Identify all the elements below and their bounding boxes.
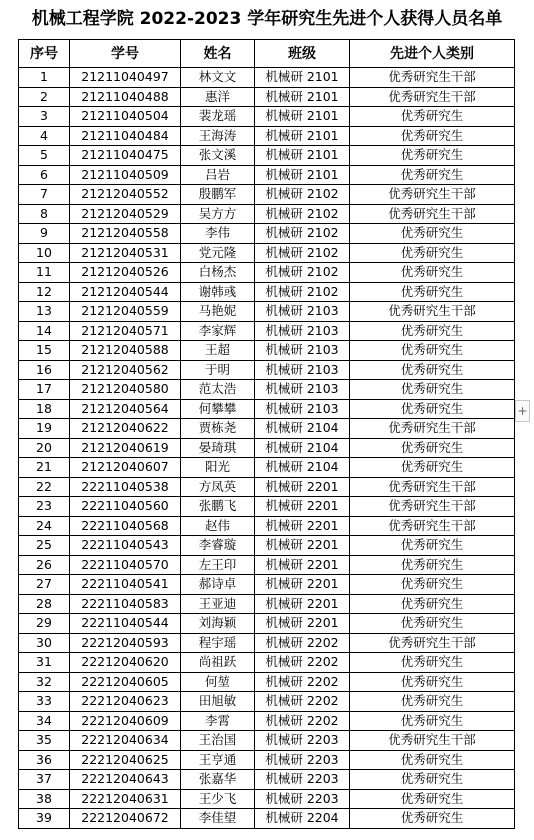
cell-award-category: 优秀研究生 [350, 399, 515, 419]
cell-award-category: 优秀研究生 [350, 555, 515, 575]
cell-student-id: 22212040609 [70, 711, 181, 731]
cell-award-category: 优秀研究生干部 [350, 302, 515, 322]
cell-award-category: 优秀研究生干部 [350, 419, 515, 439]
table-row [19, 360, 515, 380]
cell-award-category: 优秀研究生 [350, 750, 515, 770]
cell-student-id: 22212040623 [70, 692, 181, 712]
cell-name: 李伟 [181, 224, 255, 244]
cell-class: 机械研 2101 [255, 126, 350, 146]
cell-index: 25 [19, 536, 70, 556]
cell-student-id: 21212040622 [70, 419, 181, 439]
cell-index: 14 [19, 321, 70, 341]
cell-class: 机械研 2203 [255, 731, 350, 751]
table-row [19, 165, 515, 185]
cell-award-category: 优秀研究生干部 [350, 516, 515, 536]
cell-award-category: 优秀研究生 [350, 770, 515, 790]
cell-student-id: 21212040531 [70, 243, 181, 263]
cell-student-id: 21212040558 [70, 224, 181, 244]
cell-student-id: 22211040583 [70, 594, 181, 614]
cell-index: 24 [19, 516, 70, 536]
cell-name: 尚祖跃 [181, 653, 255, 673]
cell-class: 机械研 2201 [255, 614, 350, 634]
cell-award-category: 优秀研究生干部 [350, 633, 515, 653]
cell-index: 13 [19, 302, 70, 322]
table-row [19, 380, 515, 400]
cell-name: 王亚迪 [181, 594, 255, 614]
cell-name: 马艳妮 [181, 302, 255, 322]
cell-student-id: 21211040504 [70, 107, 181, 127]
cell-name: 张鹏飞 [181, 497, 255, 517]
cell-name: 郝诗卓 [181, 575, 255, 595]
cell-student-id: 21212040607 [70, 458, 181, 478]
table-row [19, 87, 515, 107]
cell-student-id: 22211040568 [70, 516, 181, 536]
cell-class: 机械研 2201 [255, 536, 350, 556]
cell-student-id: 21212040559 [70, 302, 181, 322]
cell-student-id: 22212040625 [70, 750, 181, 770]
cell-award-category: 优秀研究生 [350, 360, 515, 380]
cell-student-id: 21212040526 [70, 263, 181, 283]
cell-name: 王少飞 [181, 789, 255, 809]
cell-class: 机械研 2202 [255, 672, 350, 692]
cell-student-id: 22212040643 [70, 770, 181, 790]
cell-index: 15 [19, 341, 70, 361]
cell-class: 机械研 2103 [255, 360, 350, 380]
cell-index: 35 [19, 731, 70, 751]
table-row [19, 185, 515, 205]
cell-index: 38 [19, 789, 70, 809]
cell-class: 机械研 2202 [255, 633, 350, 653]
cell-student-id: 21212040544 [70, 282, 181, 302]
cell-name: 赵伟 [181, 516, 255, 536]
cell-award-category: 优秀研究生 [350, 653, 515, 673]
header-award-category: 先进个人类别 [350, 40, 515, 68]
cell-award-category: 优秀研究生干部 [350, 477, 515, 497]
cell-award-category: 优秀研究生 [350, 243, 515, 263]
cell-name: 程宇瑶 [181, 633, 255, 653]
cell-class: 机械研 2104 [255, 419, 350, 439]
cell-student-id: 21212040619 [70, 438, 181, 458]
cell-name: 李佳望 [181, 809, 255, 829]
header-student-id: 学号 [70, 40, 181, 68]
table-row [19, 789, 515, 809]
cell-class: 机械研 2202 [255, 711, 350, 731]
table-row [19, 555, 515, 575]
table-row [19, 633, 515, 653]
cell-index: 22 [19, 477, 70, 497]
cell-class: 机械研 2203 [255, 750, 350, 770]
cell-class: 机械研 2101 [255, 68, 350, 88]
cell-index: 11 [19, 263, 70, 283]
cell-class: 机械研 2201 [255, 555, 350, 575]
cell-student-id: 21211040488 [70, 87, 181, 107]
cell-name: 张嘉华 [181, 770, 255, 790]
cell-student-id: 21212040564 [70, 399, 181, 419]
cell-class: 机械研 2201 [255, 516, 350, 536]
cell-index: 16 [19, 360, 70, 380]
cell-index: 6 [19, 165, 70, 185]
cell-class: 机械研 2101 [255, 107, 350, 127]
table-row [19, 614, 515, 634]
cell-class: 机械研 2202 [255, 692, 350, 712]
cell-class: 机械研 2103 [255, 380, 350, 400]
page-title: 机械工程学院 2022-2023 学年研究生先进个人获得人员名单 [31, 9, 503, 29]
table-row [19, 243, 515, 263]
table-row [19, 575, 515, 595]
cell-award-category: 优秀研究生 [350, 224, 515, 244]
cell-index: 21 [19, 458, 70, 478]
table-row [19, 263, 515, 283]
table-row [19, 672, 515, 692]
cell-name: 惠洋 [181, 87, 255, 107]
table-row [19, 516, 515, 536]
cell-student-id: 21211040509 [70, 165, 181, 185]
cell-award-category: 优秀研究生 [350, 263, 515, 283]
cell-student-id: 22212040593 [70, 633, 181, 653]
cell-name: 党元隆 [181, 243, 255, 263]
table-row [19, 341, 515, 361]
cell-student-id: 21211040484 [70, 126, 181, 146]
cell-student-id: 21212040529 [70, 204, 181, 224]
cell-class: 机械研 2203 [255, 770, 350, 790]
cell-class: 机械研 2204 [255, 809, 350, 829]
cell-name: 裴龙瑶 [181, 107, 255, 127]
table-row [19, 536, 515, 556]
cell-student-id: 22211040560 [70, 497, 181, 517]
table-row [19, 711, 515, 731]
cell-class: 机械研 2102 [255, 185, 350, 205]
cell-index: 19 [19, 419, 70, 439]
table-row [19, 282, 515, 302]
cell-student-id: 22212040631 [70, 789, 181, 809]
cell-student-id: 22212040634 [70, 731, 181, 751]
cell-award-category: 优秀研究生 [350, 458, 515, 478]
cell-award-category: 优秀研究生 [350, 126, 515, 146]
cell-name: 白杨杰 [181, 263, 255, 283]
cell-name: 于明 [181, 360, 255, 380]
table-row [19, 497, 515, 517]
cell-award-category: 优秀研究生 [350, 380, 515, 400]
table-row [19, 438, 515, 458]
cell-name: 左王印 [181, 555, 255, 575]
cell-name: 刘海颖 [181, 614, 255, 634]
cell-award-category: 优秀研究生 [350, 438, 515, 458]
table-row [19, 302, 515, 322]
cell-class: 机械研 2201 [255, 477, 350, 497]
cell-student-id: 21212040552 [70, 185, 181, 205]
table-row [19, 750, 515, 770]
cell-award-category: 优秀研究生 [350, 692, 515, 712]
cell-class: 机械研 2102 [255, 282, 350, 302]
cell-index: 23 [19, 497, 70, 517]
header-index: 序号 [19, 40, 70, 68]
cell-index: 7 [19, 185, 70, 205]
cell-award-category: 优秀研究生 [350, 321, 515, 341]
cell-name: 阳光 [181, 458, 255, 478]
cell-name: 王亨通 [181, 750, 255, 770]
cell-award-category: 优秀研究生 [350, 107, 515, 127]
cell-name: 李霄 [181, 711, 255, 731]
cell-name: 王治国 [181, 731, 255, 751]
table-row [19, 126, 515, 146]
table-row [19, 809, 515, 829]
cell-class: 机械研 2101 [255, 146, 350, 166]
cell-index: 39 [19, 809, 70, 829]
table-row [19, 321, 515, 341]
cell-class: 机械研 2102 [255, 263, 350, 283]
cell-student-id: 22212040620 [70, 653, 181, 673]
cell-index: 27 [19, 575, 70, 595]
cell-class: 机械研 2201 [255, 575, 350, 595]
cell-index: 5 [19, 146, 70, 166]
cell-name: 李家辉 [181, 321, 255, 341]
cell-student-id: 22211040544 [70, 614, 181, 634]
table-row [19, 204, 515, 224]
cell-award-category: 优秀研究生干部 [350, 497, 515, 517]
cell-name: 谢韩彧 [181, 282, 255, 302]
cell-class: 机械研 2104 [255, 458, 350, 478]
header-class: 班级 [255, 40, 350, 68]
cell-award-category: 优秀研究生干部 [350, 731, 515, 751]
cell-student-id: 22211040543 [70, 536, 181, 556]
cell-student-id: 21211040475 [70, 146, 181, 166]
cell-name: 贾栋尧 [181, 419, 255, 439]
cell-award-category: 优秀研究生 [350, 575, 515, 595]
cell-index: 29 [19, 614, 70, 634]
cell-award-category: 优秀研究生 [350, 711, 515, 731]
awardees-table [18, 39, 515, 829]
cell-index: 36 [19, 750, 70, 770]
cell-index: 18 [19, 399, 70, 419]
cell-index: 37 [19, 770, 70, 790]
cell-award-category: 优秀研究生 [350, 146, 515, 166]
cell-name: 方凤英 [181, 477, 255, 497]
cell-name: 殷鹏军 [181, 185, 255, 205]
table-row [19, 419, 515, 439]
cell-award-category: 优秀研究生 [350, 672, 515, 692]
cell-award-category: 优秀研究生 [350, 165, 515, 185]
cell-student-id: 22211040541 [70, 575, 181, 595]
cell-award-category: 优秀研究生干部 [350, 185, 515, 205]
cell-name: 林文文 [181, 68, 255, 88]
cell-index: 26 [19, 555, 70, 575]
cell-index: 4 [19, 126, 70, 146]
cell-award-category: 优秀研究生 [350, 282, 515, 302]
cell-class: 机械研 2101 [255, 87, 350, 107]
table-row [19, 692, 515, 712]
table-row [19, 770, 515, 790]
cell-index: 28 [19, 594, 70, 614]
cell-name: 吕岩 [181, 165, 255, 185]
cell-student-id: 22211040538 [70, 477, 181, 497]
cell-class: 机械研 2103 [255, 321, 350, 341]
cell-name: 范太浩 [181, 380, 255, 400]
cell-class: 机械研 2101 [255, 165, 350, 185]
table-row [19, 399, 515, 419]
table-row [19, 653, 515, 673]
cell-index: 20 [19, 438, 70, 458]
cell-index: 17 [19, 380, 70, 400]
table-header-row [19, 40, 515, 68]
cell-index: 12 [19, 282, 70, 302]
cell-class: 机械研 2102 [255, 224, 350, 244]
cell-award-category: 优秀研究生 [350, 809, 515, 829]
cell-class: 机械研 2201 [255, 497, 350, 517]
cell-student-id: 21212040588 [70, 341, 181, 361]
cell-index: 32 [19, 672, 70, 692]
table-row [19, 224, 515, 244]
cell-name: 王海涛 [181, 126, 255, 146]
cell-student-id: 21211040497 [70, 68, 181, 88]
table-row [19, 477, 515, 497]
cell-index: 1 [19, 68, 70, 88]
cell-index: 33 [19, 692, 70, 712]
cell-name: 何堃 [181, 672, 255, 692]
cell-award-category: 优秀研究生干部 [350, 68, 515, 88]
cell-class: 机械研 2103 [255, 341, 350, 361]
cell-award-category: 优秀研究生 [350, 614, 515, 634]
cell-class: 机械研 2103 [255, 302, 350, 322]
cell-index: 30 [19, 633, 70, 653]
cell-award-category: 优秀研究生 [350, 341, 515, 361]
cell-class: 机械研 2202 [255, 653, 350, 673]
cell-student-id: 22211040570 [70, 555, 181, 575]
table-row [19, 731, 515, 751]
cell-award-category: 优秀研究生 [350, 536, 515, 556]
cell-name: 田旭敏 [181, 692, 255, 712]
cell-class: 机械研 2103 [255, 399, 350, 419]
cell-name: 李睿璇 [181, 536, 255, 556]
table-row [19, 594, 515, 614]
cell-class: 机械研 2201 [255, 594, 350, 614]
header-name: 姓名 [181, 40, 255, 68]
table-row [19, 458, 515, 478]
cell-name: 何攀攀 [181, 399, 255, 419]
table-row [19, 68, 515, 88]
cell-name: 张文溪 [181, 146, 255, 166]
cell-award-category: 优秀研究生 [350, 594, 515, 614]
cell-index: 34 [19, 711, 70, 731]
cell-student-id: 22212040605 [70, 672, 181, 692]
cell-class: 机械研 2104 [255, 438, 350, 458]
cell-index: 31 [19, 653, 70, 673]
table-row [19, 146, 515, 166]
cell-index: 3 [19, 107, 70, 127]
cell-award-category: 优秀研究生干部 [350, 204, 515, 224]
table-row [19, 107, 515, 127]
cell-name: 王超 [181, 341, 255, 361]
cell-award-category: 优秀研究生干部 [350, 87, 515, 107]
cell-class: 机械研 2102 [255, 204, 350, 224]
cell-class: 机械研 2102 [255, 243, 350, 263]
cell-index: 9 [19, 224, 70, 244]
cell-student-id: 22212040672 [70, 809, 181, 829]
cell-index: 10 [19, 243, 70, 263]
cell-name: 晏琦琪 [181, 438, 255, 458]
cell-student-id: 21212040562 [70, 360, 181, 380]
cell-class: 机械研 2203 [255, 789, 350, 809]
cell-student-id: 21212040571 [70, 321, 181, 341]
cell-student-id: 21212040580 [70, 380, 181, 400]
cell-index: 2 [19, 87, 70, 107]
cell-index: 8 [19, 204, 70, 224]
plus-icon[interactable]: + [515, 400, 530, 422]
cell-name: 吴方方 [181, 204, 255, 224]
cell-award-category: 优秀研究生 [350, 789, 515, 809]
